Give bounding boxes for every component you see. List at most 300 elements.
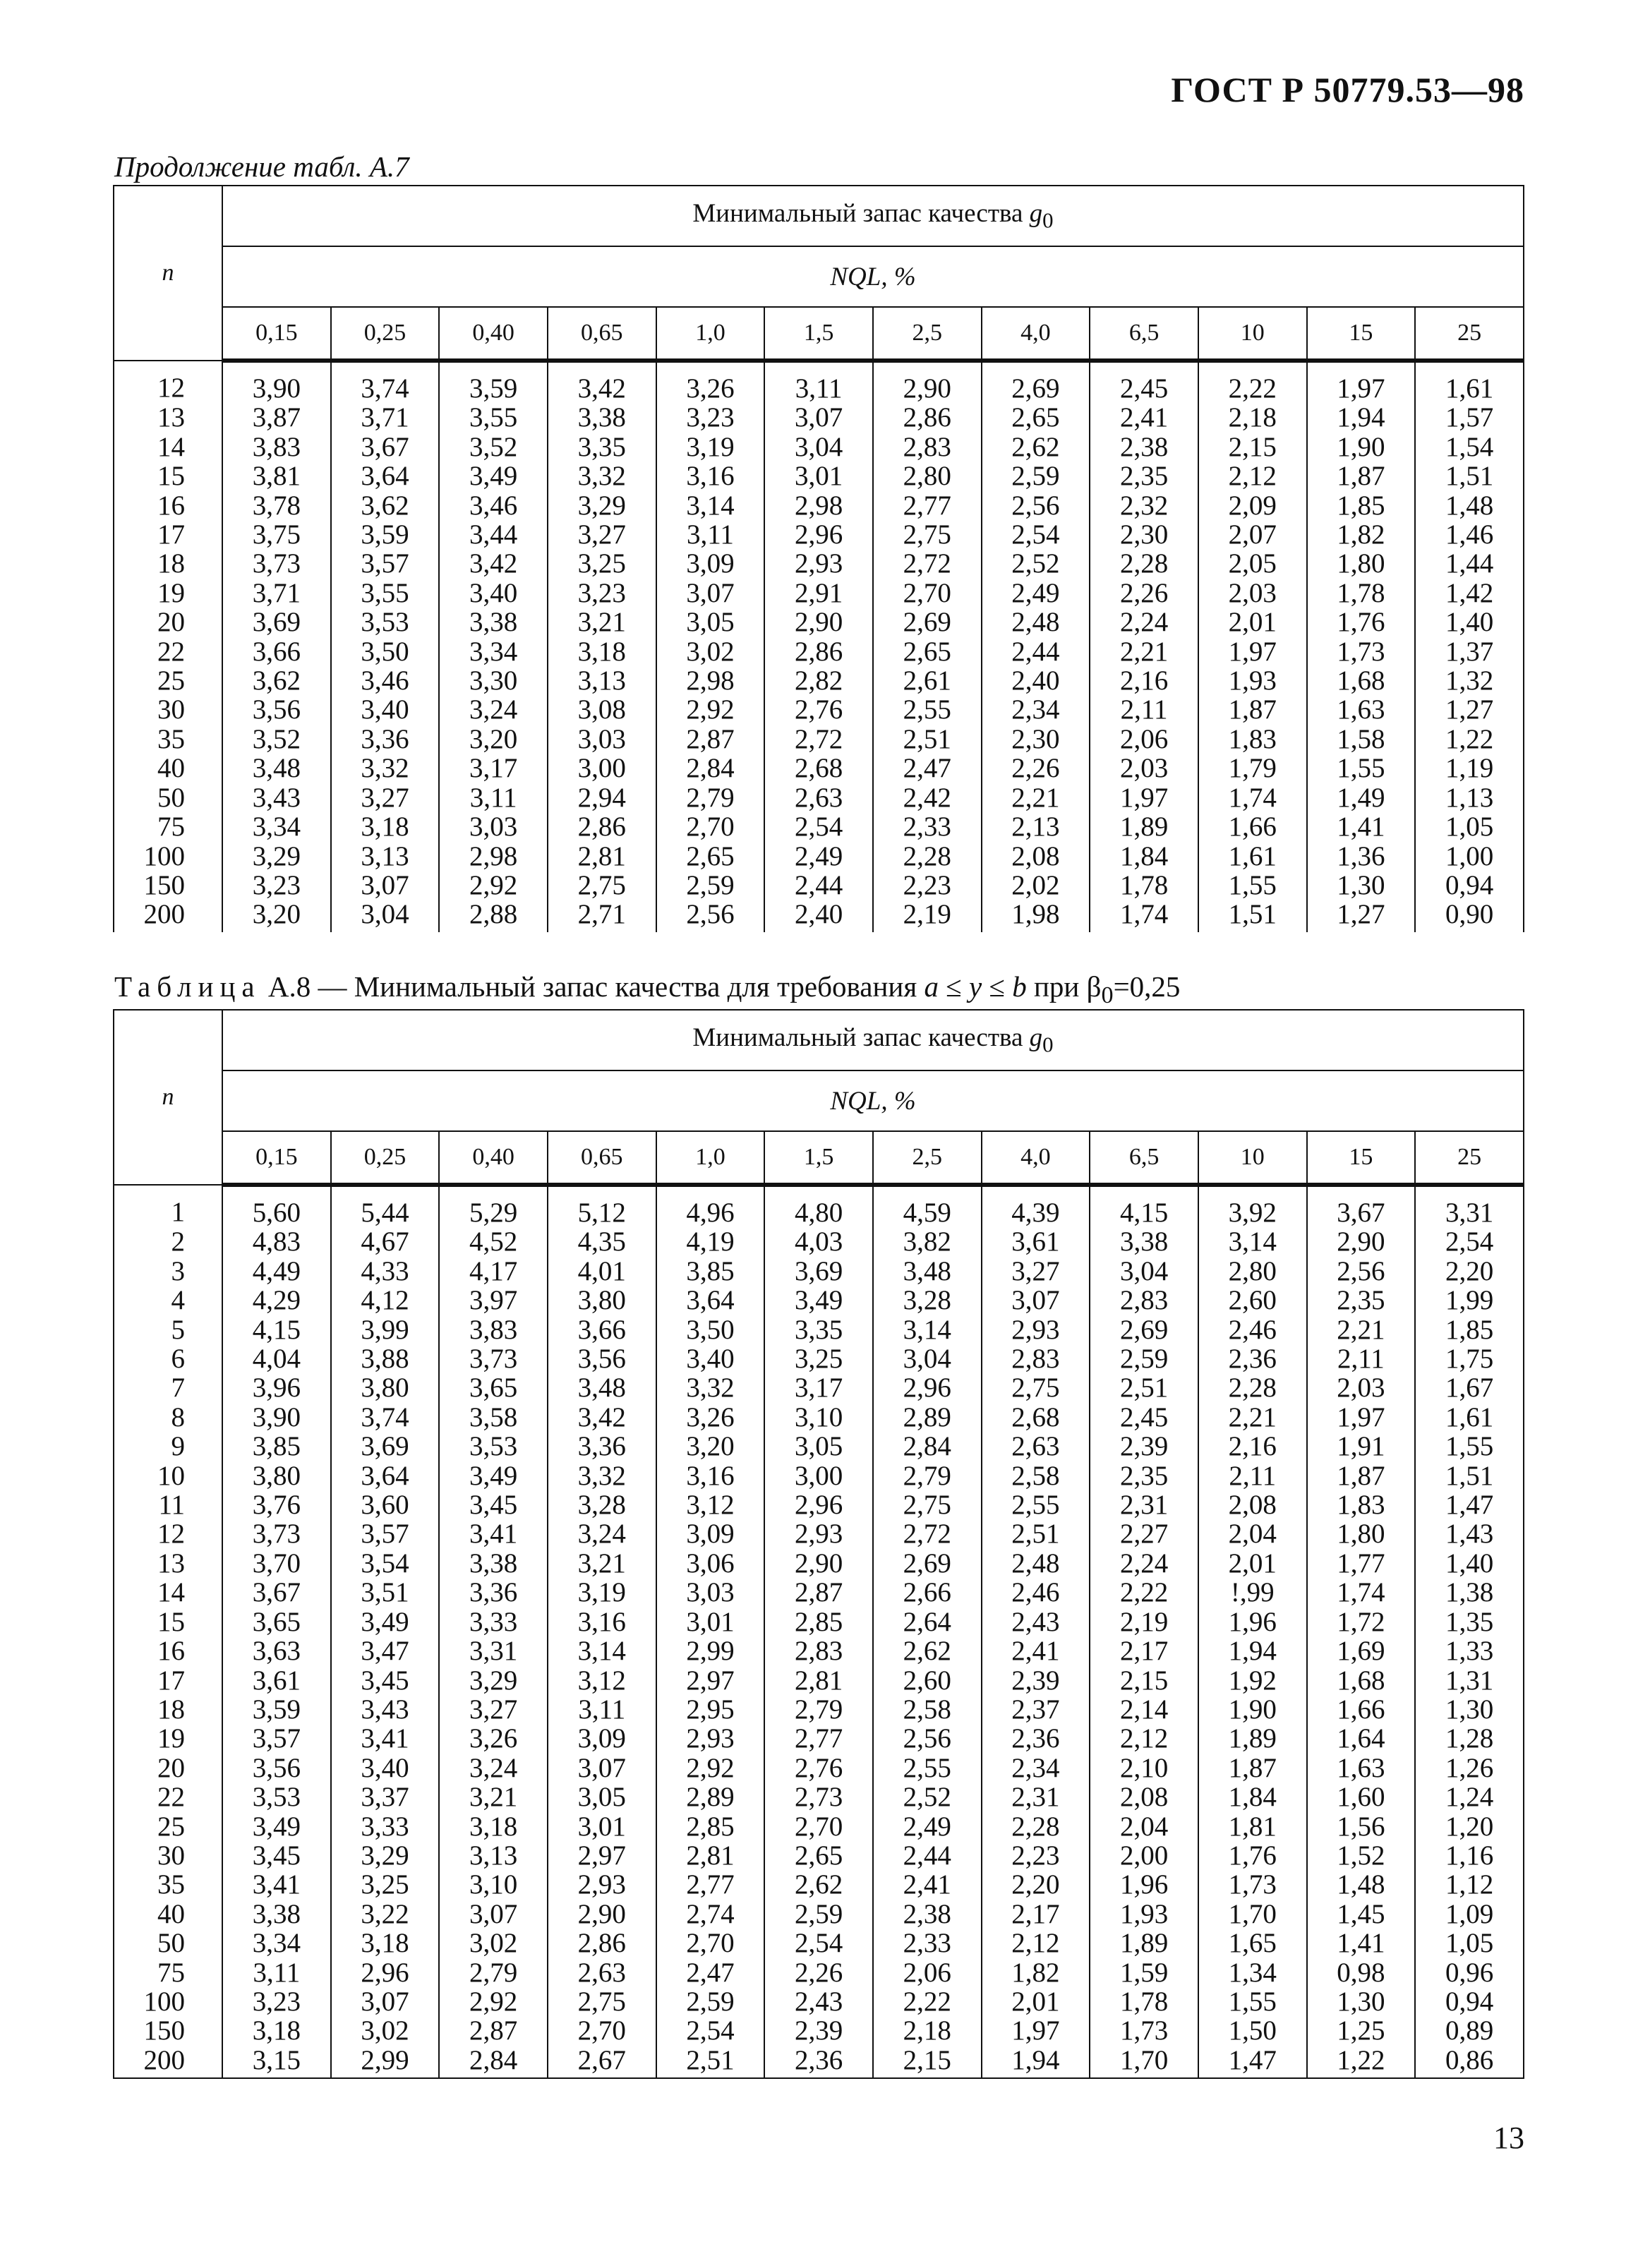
table-row [114,666,1524,695]
value-cell: 1,77 [1307,1549,1416,1578]
value-cell: 1,74 [1198,783,1307,812]
sample-size-cell: 4 [114,1286,222,1315]
table-row [114,2046,1524,2078]
value-cell: 2,86 [873,403,982,432]
value-cell: 2,05 [1198,549,1307,578]
value-cell: 3,14 [1198,1227,1307,1256]
value-cell: 1,81 [1198,1812,1307,1841]
value-cell: 3,45 [222,1841,331,1870]
value-cell: 3,49 [222,1812,331,1841]
value-cell: 2,72 [873,549,982,578]
value-cell: 2,35 [1090,1461,1198,1490]
value-cell: 3,11 [439,783,548,812]
sample-size-cell: 20 [114,608,222,637]
value-cell: 2,86 [548,1929,656,1958]
value-cell: 1,91 [1307,1432,1416,1461]
value-cell: 1,46 [1415,520,1524,549]
nql-column-header: 1,0 [656,307,765,361]
sample-size-cell: 14 [114,1578,222,1607]
value-cell: 1,20 [1415,1812,1524,1841]
value-cell: 2,77 [873,491,982,520]
value-cell: 3,34 [222,1929,331,1958]
value-cell: 1,69 [1307,1636,1416,1665]
value-cell: 1,78 [1090,1987,1198,2016]
nql-column-header: 10 [1198,1131,1307,1185]
value-cell: 2,86 [548,812,656,841]
value-cell: 3,12 [548,1666,656,1695]
value-cell: 3,36 [548,1432,656,1461]
value-cell: 2,70 [548,2016,656,2045]
value-cell: 5,29 [439,1185,548,1227]
value-cell: 2,18 [873,2016,982,2045]
value-cell: 1,43 [1415,1519,1524,1548]
value-cell: 5,12 [548,1185,656,1227]
value-cell: 3,23 [222,871,331,900]
value-cell: 3,41 [222,1870,331,1899]
value-cell: 3,67 [331,433,440,462]
sample-size-cell: 15 [114,462,222,490]
value-cell: 1,82 [1307,520,1416,549]
table-row [114,1870,1524,1899]
value-cell: 1,40 [1415,608,1524,637]
value-cell: 0,86 [1415,2046,1524,2078]
table-row [114,725,1524,754]
value-cell: 3,88 [331,1344,440,1373]
value-cell: 1,80 [1307,549,1416,578]
value-cell: 2,54 [1415,1227,1524,1256]
sample-size-cell: 100 [114,1987,222,2016]
sample-size-cell: 30 [114,1841,222,1870]
value-cell: 2,83 [1090,1286,1198,1315]
value-cell: 3,07 [439,1900,548,1929]
sample-size-cell: 50 [114,783,222,812]
value-cell: 2,98 [764,491,873,520]
nql-column-header: 0,40 [439,1131,548,1185]
value-cell: 2,04 [1090,1812,1198,1841]
sample-size-cell: 50 [114,1929,222,1958]
value-cell: 2,52 [873,1783,982,1811]
value-cell: 1,76 [1307,608,1416,637]
value-cell: 3,21 [548,608,656,637]
table-row [114,1286,1524,1315]
value-cell: 2,72 [764,725,873,754]
value-cell: 3,36 [439,1578,548,1607]
value-cell: 1,42 [1415,579,1524,608]
table-row [114,1432,1524,1461]
value-cell: 2,68 [982,1403,1090,1432]
value-cell: 3,00 [548,754,656,783]
nql-column-header: 25 [1415,307,1524,361]
value-cell: 3,63 [222,1636,331,1665]
value-cell: 3,66 [222,637,331,666]
value-cell: 2,40 [982,666,1090,695]
value-cell: 2,85 [656,1812,765,1841]
sample-size-cell: 20 [114,1754,222,1783]
value-cell: 2,62 [764,1870,873,1899]
value-cell: 1,50 [1198,2016,1307,2045]
value-cell: 3,53 [222,1783,331,1811]
value-cell: 1,19 [1415,754,1524,783]
value-cell: 2,22 [873,1987,982,2016]
nql-column-header: 2,5 [873,1131,982,1185]
document-code: ГОСТ Р 50779.53—98 [1171,70,1524,109]
table-row [114,520,1524,549]
value-cell: 3,56 [222,695,331,724]
value-cell: 2,26 [1090,579,1198,608]
value-cell: 1,55 [1198,871,1307,900]
table-row [114,1987,1524,2016]
value-cell: 2,63 [764,783,873,812]
table-row [114,1578,1524,1607]
table-row [114,1185,1524,1227]
value-cell: 2,01 [1198,1549,1307,1578]
value-cell: 2,48 [982,1549,1090,1578]
value-cell: 2,70 [764,1812,873,1841]
value-cell: 2,87 [764,1578,873,1607]
value-cell: 3,73 [439,1344,548,1373]
sample-size-cell: 100 [114,842,222,871]
sample-size-cell: 35 [114,1870,222,1899]
nql-column-header: 1,0 [656,1131,765,1185]
table-row [114,549,1524,578]
value-cell: 1,93 [1090,1900,1198,1929]
sample-size-cell: 16 [114,1636,222,1665]
value-cell: 2,73 [764,1783,873,1811]
value-cell: 2,76 [764,1754,873,1783]
value-cell: 4,12 [331,1286,440,1315]
value-cell: 3,07 [331,1987,440,2016]
sample-size-cell: 16 [114,491,222,520]
value-cell: 0,90 [1415,900,1524,931]
value-cell: 2,06 [873,1958,982,1987]
value-cell: 2,89 [873,1403,982,1432]
value-cell: 3,42 [439,549,548,578]
value-cell: 2,23 [982,1841,1090,1870]
value-cell: 2,01 [1198,608,1307,637]
value-cell: 1,73 [1307,637,1416,666]
value-cell: 1,38 [1415,1578,1524,1607]
nql-column-header: 25 [1415,1131,1524,1185]
value-cell: 2,38 [873,1900,982,1929]
nql-column-header: 0,65 [548,307,656,361]
value-cell: 3,19 [548,1578,656,1607]
sample-size-cell: 13 [114,1549,222,1578]
value-cell: 1,66 [1307,1695,1416,1724]
value-cell: 2,08 [982,842,1090,871]
value-cell: 2,58 [982,1461,1090,1490]
value-cell: 2,91 [764,579,873,608]
value-cell: 1,47 [1198,2046,1307,2078]
value-cell: 2,75 [548,1987,656,2016]
value-cell: 2,76 [764,695,873,724]
value-cell: 2,84 [656,754,765,783]
value-cell: 3,59 [222,1695,331,1724]
value-cell: 3,55 [331,579,440,608]
value-cell: 2,08 [1198,1490,1307,1519]
nql-header: NQL, % [222,1070,1524,1131]
value-cell: 2,85 [764,1607,873,1636]
value-cell: 3,31 [439,1636,548,1665]
value-cell: 2,28 [982,1812,1090,1841]
value-cell: 2,00 [1090,1841,1198,1870]
sample-size-cell: 9 [114,1432,222,1461]
value-cell: 3,70 [222,1549,331,1578]
value-cell: 1,80 [1307,1519,1416,1548]
value-cell: 2,90 [873,361,982,403]
value-cell: 3,61 [982,1227,1090,1256]
table-a7 [113,185,1524,932]
value-cell: 3,03 [548,725,656,754]
value-cell: 1,96 [1090,1870,1198,1899]
value-cell: 2,62 [873,1636,982,1665]
value-cell: 3,38 [1090,1227,1198,1256]
sample-size-cell: 30 [114,695,222,724]
value-cell: 2,39 [982,1666,1090,1695]
value-cell: 3,67 [1307,1185,1416,1227]
value-cell: 1,87 [1198,1754,1307,1783]
value-cell: 1,72 [1307,1607,1416,1636]
table-row [114,1666,1524,1695]
sample-size-cell: 6 [114,1344,222,1373]
value-cell: 3,26 [656,361,765,403]
value-cell: 1,61 [1198,842,1307,871]
value-cell: 3,14 [656,491,765,520]
value-cell: 2,54 [656,2016,765,2045]
value-cell: 3,90 [222,361,331,403]
value-cell: 3,50 [656,1315,765,1344]
value-cell: 2,37 [982,1695,1090,1724]
column-headers [114,307,1524,361]
value-cell: 1,74 [1307,1578,1416,1607]
value-cell: 3,69 [222,608,331,637]
value-cell: 2,92 [439,1987,548,2016]
sample-size-cell: 200 [114,900,222,931]
value-cell: 3,35 [764,1315,873,1344]
value-cell: 3,57 [331,1519,440,1548]
value-cell: 2,79 [439,1958,548,1987]
value-cell: 1,44 [1415,549,1524,578]
value-cell: 2,47 [873,754,982,783]
value-cell: 3,57 [331,549,440,578]
value-cell: 2,11 [1307,1344,1416,1373]
sample-size-cell: 14 [114,433,222,462]
value-cell: 3,65 [439,1373,548,1402]
value-cell: 1,87 [1198,695,1307,724]
value-cell: 2,96 [764,1490,873,1519]
value-cell: 2,47 [656,1958,765,1987]
value-cell: 3,28 [548,1490,656,1519]
value-cell: 2,39 [764,2016,873,2045]
sample-size-cell: 1 [114,1185,222,1227]
value-cell: 2,60 [1198,1286,1307,1315]
value-cell: 3,45 [439,1490,548,1519]
value-cell: 1,33 [1415,1636,1524,1665]
value-cell: 3,17 [439,754,548,783]
value-cell: 3,31 [1415,1185,1524,1227]
value-cell: 1,97 [1307,1403,1416,1432]
value-cell: 1,68 [1307,1666,1416,1695]
value-cell: 1,63 [1307,1754,1416,1783]
value-cell: 3,71 [331,403,440,432]
value-cell: 3,17 [764,1373,873,1402]
value-cell: 2,28 [1090,549,1198,578]
value-cell: 2,93 [764,549,873,578]
nql-column-header: 4,0 [982,307,1090,361]
table-row [114,1754,1524,1783]
value-cell: 3,48 [873,1257,982,1286]
value-cell: 1,34 [1198,1958,1307,1987]
value-cell: 2,79 [656,783,765,812]
sample-size-cell: 12 [114,1519,222,1548]
value-cell: 3,32 [331,754,440,783]
value-cell: 2,38 [1090,433,1198,462]
value-cell: 1,90 [1307,433,1416,462]
value-cell: 2,03 [1307,1373,1416,1402]
value-cell: 0,89 [1415,2016,1524,2045]
table-a8 [113,1009,1524,2079]
value-cell: 1,24 [1415,1783,1524,1811]
sample-size-cell: 11 [114,1490,222,1519]
value-cell: 2,93 [982,1315,1090,1344]
table-row [114,842,1524,871]
value-cell: 3,14 [548,1636,656,1665]
value-cell: 3,73 [222,549,331,578]
value-cell: 1,32 [1415,666,1524,695]
value-cell: 3,04 [1090,1257,1198,1286]
value-cell: 2,46 [982,1578,1090,1607]
value-cell: 2,12 [1090,1724,1198,1753]
value-cell: 2,96 [331,1958,440,1987]
value-cell: 3,09 [656,549,765,578]
value-cell: 3,38 [439,608,548,637]
value-cell: 2,59 [764,1900,873,1929]
sample-size-cell: 22 [114,1783,222,1811]
value-cell: 2,62 [982,433,1090,462]
value-cell: 1,58 [1307,725,1416,754]
table-row [114,1900,1524,1929]
value-cell: 3,62 [331,491,440,520]
value-cell: 3,80 [222,1461,331,1490]
value-cell: 3,40 [656,1344,765,1373]
table-row [114,1373,1524,1402]
value-cell: 3,05 [548,1783,656,1811]
value-cell: 3,50 [331,637,440,666]
value-cell: 1,26 [1415,1754,1524,1783]
value-cell: 3,92 [1198,1185,1307,1227]
value-cell: 1,55 [1307,754,1416,783]
value-cell: 5,60 [222,1185,331,1227]
value-cell: 2,03 [1090,754,1198,783]
value-cell: 3,58 [439,1403,548,1432]
value-cell: 3,08 [548,695,656,724]
value-cell: 2,65 [873,637,982,666]
value-cell: 4,80 [764,1185,873,1227]
value-cell: 2,60 [873,1666,982,1695]
value-cell: 3,04 [873,1344,982,1373]
value-cell: 1,79 [1198,754,1307,783]
value-cell: 2,17 [982,1900,1090,1929]
value-cell: 2,09 [1198,491,1307,520]
value-cell: 1,27 [1415,695,1524,724]
value-cell: 2,08 [1090,1783,1198,1811]
value-cell: 1,13 [1415,783,1524,812]
value-cell: 3,18 [331,812,440,841]
value-cell: 3,15 [222,2046,331,2078]
value-cell: 0,94 [1415,1987,1524,2016]
value-cell: 2,16 [1090,666,1198,695]
value-cell: 2,89 [656,1783,765,1811]
value-cell: 3,83 [222,433,331,462]
table-row [114,783,1524,812]
value-cell: 4,29 [222,1286,331,1315]
sample-size-cell: 22 [114,637,222,666]
value-cell: 2,28 [873,842,982,871]
value-cell: 2,87 [439,2016,548,2045]
value-cell: 2,21 [1198,1403,1307,1432]
value-cell: 4,33 [331,1257,440,1286]
value-cell: 3,54 [331,1549,440,1578]
nql-column-header: 10 [1198,307,1307,361]
value-cell: 1,85 [1307,491,1416,520]
nql-column-header: 2,5 [873,307,982,361]
value-cell: 2,39 [1090,1432,1198,1461]
value-cell: 2,59 [656,1987,765,2016]
value-cell: 3,69 [764,1257,873,1286]
value-cell: 3,07 [331,871,440,900]
value-cell: !,99 [1198,1578,1307,1607]
value-cell: 2,35 [1307,1286,1416,1315]
value-cell: 2,90 [764,608,873,637]
value-cell: 1,85 [1415,1315,1524,1344]
table-row [114,1519,1524,1548]
sample-size-cell: 150 [114,871,222,900]
sample-size-cell: 19 [114,1724,222,1753]
value-cell: 3,02 [439,1929,548,1958]
value-cell: 1,05 [1415,1929,1524,1958]
value-cell: 1,82 [982,1958,1090,1987]
value-cell: 3,24 [548,1519,656,1548]
value-cell: 2,02 [982,871,1090,900]
table-row [114,1636,1524,1665]
value-cell: 2,69 [982,361,1090,403]
value-cell: 3,85 [656,1257,765,1286]
value-cell: 2,93 [656,1724,765,1753]
value-cell: 3,03 [656,1578,765,1607]
value-cell: 3,40 [331,695,440,724]
value-cell: 2,80 [873,462,982,490]
value-cell: 1,87 [1307,462,1416,490]
value-cell: 3,05 [764,1432,873,1461]
value-cell: 3,33 [439,1607,548,1636]
value-cell: 2,92 [656,1754,765,1783]
sample-size-cell: 40 [114,1900,222,1929]
value-cell: 2,52 [982,549,1090,578]
value-cell: 3,03 [439,812,548,841]
value-cell: 5,44 [331,1185,440,1227]
sample-size-cell: 7 [114,1373,222,1402]
sample-size-cell: 8 [114,1403,222,1432]
value-cell: 2,65 [982,403,1090,432]
value-cell: 3,56 [548,1344,656,1373]
value-cell: 2,51 [873,725,982,754]
value-cell: 4,04 [222,1344,331,1373]
value-cell: 2,45 [1090,361,1198,403]
value-cell: 3,18 [331,1929,440,1958]
value-cell: 1,49 [1307,783,1416,812]
value-cell: 2,97 [656,1666,765,1695]
value-cell: 3,21 [439,1783,548,1811]
nql-column-header: 0,25 [331,1131,440,1185]
